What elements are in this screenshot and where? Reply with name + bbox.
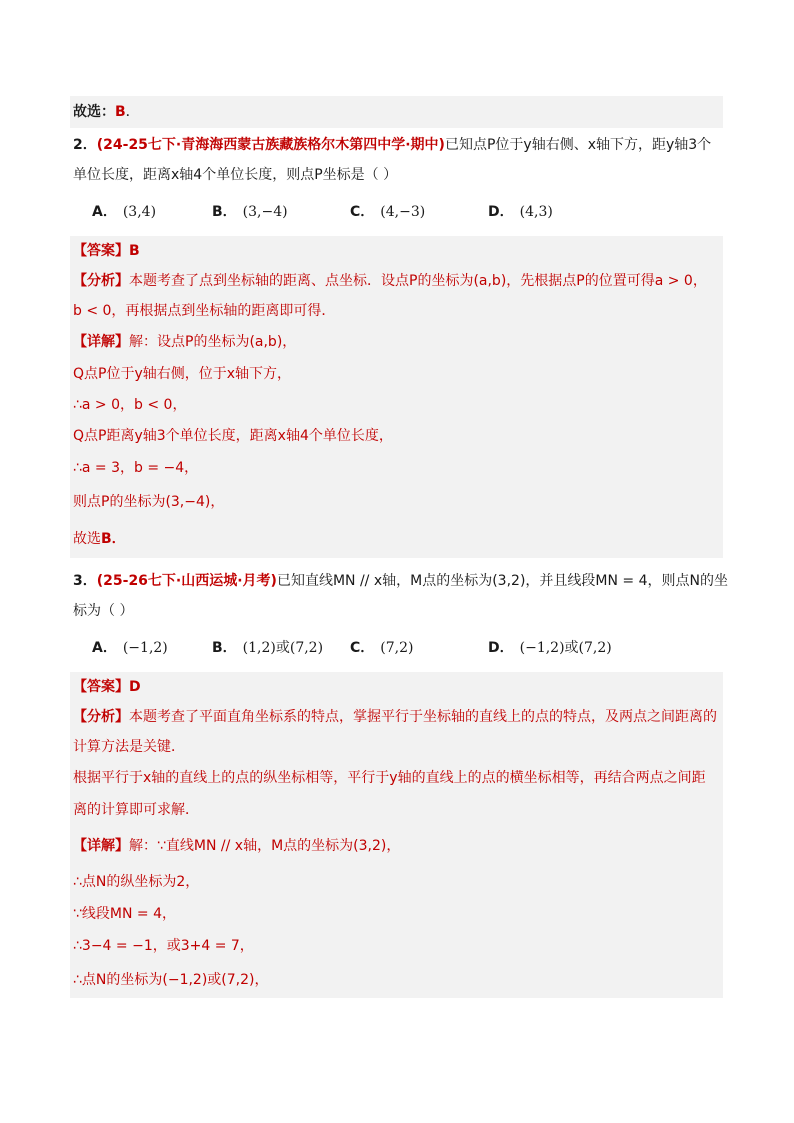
option-label: D． bbox=[488, 640, 514, 656]
question-3-solution bbox=[70, 672, 723, 998]
answer-value: D bbox=[129, 679, 141, 695]
option-c[interactable] bbox=[350, 194, 425, 230]
question-2 bbox=[70, 130, 723, 558]
answer-label: 【答案】 bbox=[73, 243, 129, 259]
question-text: 已知点P位于y轴右侧、x轴下方，距y轴3个 bbox=[444, 137, 712, 153]
document-body bbox=[70, 96, 728, 998]
question-2-options bbox=[70, 194, 723, 230]
option-a[interactable] bbox=[92, 630, 168, 666]
option-text: (3,−4) bbox=[242, 204, 288, 220]
option-label: C． bbox=[350, 640, 375, 656]
option-a[interactable] bbox=[92, 194, 156, 230]
detail-line-1 bbox=[70, 326, 723, 358]
detail-text: ∴a = 3，b = −4， bbox=[73, 460, 199, 476]
option-d[interactable] bbox=[488, 194, 553, 230]
detail-line-2 bbox=[70, 866, 723, 898]
question-3-stem-line-1 bbox=[70, 566, 728, 596]
choice-value: B bbox=[115, 104, 126, 120]
detail-line-3 bbox=[70, 390, 723, 420]
option-text: (−1,2)或(7,2) bbox=[519, 640, 612, 656]
analysis-line-2 bbox=[70, 296, 723, 326]
detail-line-3 bbox=[70, 898, 723, 930]
option-b[interactable] bbox=[212, 630, 323, 666]
detail-text: 解：∵直线MN // x轴，M点的坐标为(3,2)， bbox=[129, 838, 401, 854]
detail-text: ∴点N的坐标为(−1,2)或(7,2)， bbox=[73, 972, 269, 988]
analysis-line-1 bbox=[70, 266, 723, 296]
option-text: (4,−3) bbox=[380, 204, 426, 220]
question-text: 标为（ ） bbox=[73, 603, 134, 619]
detail-line-6 bbox=[70, 484, 723, 520]
question-3-options bbox=[70, 630, 723, 666]
answer-line bbox=[70, 236, 723, 266]
question-2-solution bbox=[70, 236, 723, 558]
question-source: (25-26七下·山西运城·月考) bbox=[96, 573, 277, 589]
previous-answer-block bbox=[70, 96, 723, 128]
answer-line bbox=[70, 672, 723, 702]
question-number: 2． bbox=[73, 137, 97, 153]
analysis-text: 计算方法是关键． bbox=[73, 739, 185, 755]
option-label: D． bbox=[488, 204, 514, 220]
detail-line-4 bbox=[70, 420, 723, 452]
analysis-text: 本题考查了平面直角坐标系的特点，掌握平行于坐标轴的直线上的点的特点，及两点之间距离的 bbox=[129, 709, 717, 725]
question-2-stem-line-2 bbox=[70, 160, 723, 190]
option-c[interactable] bbox=[350, 630, 413, 666]
detail-label: 【详解】 bbox=[73, 838, 129, 854]
detail-text: ∵线段MN = 4， bbox=[73, 906, 176, 922]
option-label: A． bbox=[92, 640, 117, 656]
option-text: (3,4) bbox=[122, 204, 157, 220]
detail-line-5 bbox=[70, 962, 723, 998]
analysis-line-3 bbox=[70, 762, 723, 794]
previous-choice-line bbox=[70, 96, 723, 128]
answer-value: B bbox=[129, 243, 140, 259]
analysis-text: b < 0，再根据点到坐标轴的距离即可得． bbox=[73, 303, 336, 319]
analysis-line-2 bbox=[70, 732, 723, 762]
question-3-stem-line-2 bbox=[70, 596, 723, 626]
option-text: (7,2) bbox=[380, 640, 414, 656]
option-label: C． bbox=[350, 204, 375, 220]
detail-line-1 bbox=[70, 826, 723, 866]
question-2-stem-line-1 bbox=[70, 130, 723, 160]
detail-text: ∴3−4 = −1，或3+4 = 7， bbox=[73, 938, 254, 954]
choice-label: 故选： bbox=[73, 104, 115, 120]
answer-label: 【答案】 bbox=[73, 679, 129, 695]
option-text: (−1,2) bbox=[122, 640, 168, 656]
detail-text: Q点P距离y轴3个单位长度，距离x轴4个单位长度， bbox=[73, 428, 393, 444]
analysis-text: 根据平行于x轴的直线上的点的纵坐标相等，平行于y轴的直线上的点的横坐标相等，再结合两点之间距 bbox=[73, 770, 706, 786]
option-label: A． bbox=[92, 204, 117, 220]
question-text: 单位长度，距离x轴4个单位长度，则点P坐标是（ ） bbox=[73, 167, 398, 183]
option-label: B． bbox=[212, 640, 237, 656]
option-d[interactable] bbox=[488, 630, 612, 666]
detail-text: ∴点N的纵坐标为2， bbox=[73, 874, 200, 890]
detail-text: Q点P位于y轴右侧，位于x轴下方， bbox=[73, 366, 292, 382]
detail-line-4 bbox=[70, 930, 723, 962]
detail-line-5 bbox=[70, 452, 723, 484]
question-text: 已知直线MN // x轴，M点的坐标为(3,2)，并且线段MN = 4，则点N的坐 bbox=[276, 573, 728, 589]
question-3 bbox=[70, 566, 728, 998]
detail-line-2 bbox=[70, 358, 723, 390]
detail-label: 【详解】 bbox=[73, 334, 129, 350]
detail-text: 则点P的坐标为(3,−4)， bbox=[73, 494, 225, 510]
choice-period: ． bbox=[125, 104, 140, 120]
final-label: 故选 bbox=[73, 531, 101, 547]
analysis-text: 本题考查了点到坐标轴的距离、点坐标．设点P的坐标为(a,b)，先根据点P的位置可得a > 0， bbox=[129, 273, 707, 289]
analysis-label: 【分析】 bbox=[73, 273, 129, 289]
question-number: 3． bbox=[73, 573, 97, 589]
option-b[interactable] bbox=[212, 194, 288, 230]
question-source: (24-25七下·青海海西蒙古族藏族格尔木第四中学·期中) bbox=[96, 137, 445, 153]
option-text: (4,3) bbox=[519, 204, 553, 220]
analysis-text: 离的计算即可求解． bbox=[73, 802, 199, 818]
detail-text: 解：设点P的坐标为(a,b)， bbox=[129, 334, 297, 350]
analysis-line-1 bbox=[70, 702, 723, 732]
option-label: B． bbox=[212, 204, 237, 220]
analysis-label: 【分析】 bbox=[73, 709, 129, 725]
final-value: B． bbox=[101, 531, 126, 547]
final-choice-line bbox=[70, 520, 723, 558]
option-text: (1,2)或(7,2) bbox=[242, 640, 324, 656]
analysis-line-4 bbox=[70, 794, 723, 826]
detail-text: ∴a > 0，b < 0， bbox=[73, 397, 187, 413]
